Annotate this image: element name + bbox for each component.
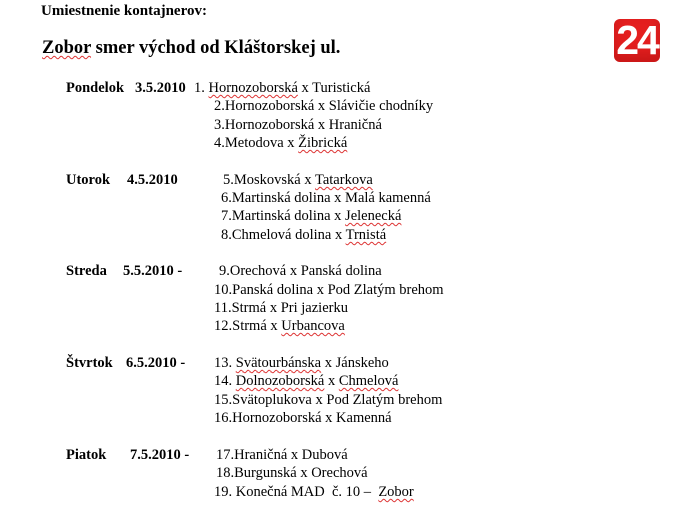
list-item: 13. Svätourbánska x Jánskeho	[214, 355, 389, 371]
document-subheading	[42, 38, 340, 59]
list-item: 2.Hornozoborská x Slávičie chodníky	[214, 98, 434, 114]
day-date-tuesday: 4.5.2010	[127, 172, 178, 188]
day-date-friday: 7.5.2010 -	[130, 447, 190, 463]
list-item: 3.Hornozoborská x Hraničná	[214, 117, 382, 133]
list-item: 19. Konečná MAD č. 10 – Zobor	[214, 484, 414, 500]
logo-text: 24	[616, 19, 658, 62]
list-item: 7.Martinská dolina x Jelenecká	[221, 208, 402, 224]
logo-24	[614, 19, 660, 62]
list-item: 8.Chmelová dolina x Trnistá	[221, 227, 387, 243]
day-label-thursday: Štvrtok	[66, 355, 113, 371]
list-item: 16.Hornozoborská x Kamenná	[214, 410, 392, 426]
day-date-thursday: 6.5.2010 -	[126, 355, 186, 371]
list-item: 10.Panská dolina x Pod Zlatým brehom	[214, 282, 444, 298]
document-heading: Umiestnenie kontajnerov:	[41, 3, 207, 19]
day-date-wednesday: 5.5.2010 -	[123, 263, 183, 279]
list-item: 6.Martinská dolina x Malá kamenná	[221, 190, 431, 206]
list-item: 9.Orechová x Panská dolina	[219, 263, 382, 279]
list-item: 15.Svätoplukova x Pod Zlatým brehom	[214, 392, 443, 408]
day-label-friday: Piatok	[66, 447, 107, 463]
list-item: 17.Hraničná x Dubová	[216, 447, 348, 463]
subheading-rest: smer východ od Kláštorskej ul.	[91, 38, 341, 58]
list-item: 12.Strmá x Urbancova	[214, 318, 345, 334]
day-label-tuesday: Utorok	[66, 172, 111, 188]
list-item: 4.Metodova x Žibrická	[214, 135, 348, 151]
list-item: 1. Hornozoborská x Turistická	[194, 80, 371, 96]
list-item: 18.Burgunská x Orechová	[216, 465, 368, 481]
list-item: 11.Strmá x Pri jazierku	[214, 300, 348, 316]
day-label-wednesday: Streda	[66, 263, 107, 279]
list-item: 14. Dolnozoborská x Chmelová	[214, 373, 399, 389]
subheading-place: Zobor	[42, 38, 92, 58]
list-item: 5.Moskovská x Tatarkova	[223, 172, 373, 188]
day-label-monday: Pondelok	[66, 80, 125, 96]
day-date-monday: 3.5.2010	[135, 80, 186, 96]
